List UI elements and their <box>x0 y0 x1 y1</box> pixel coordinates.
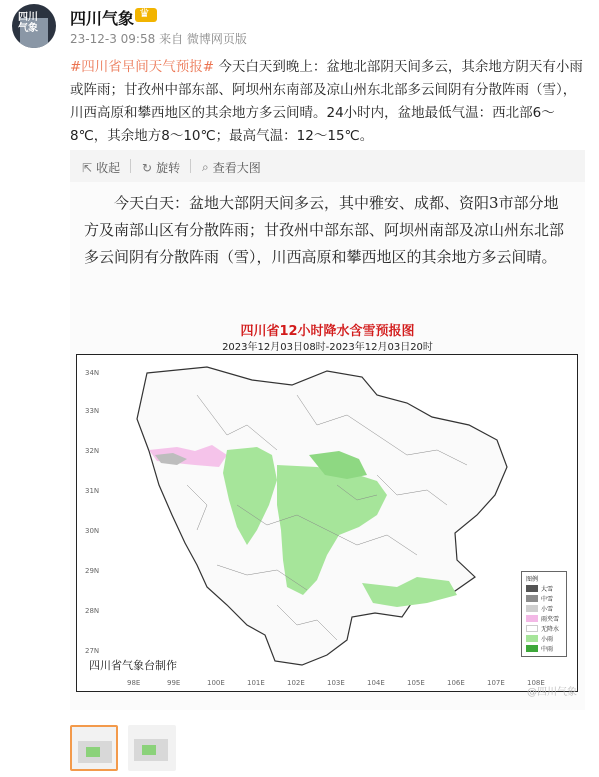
rotate-button[interactable] <box>142 159 180 176</box>
view-full-image-button[interactable] <box>202 159 261 176</box>
legend-title: 图例 <box>526 576 539 583</box>
thumbnail-rain <box>86 747 100 757</box>
collapse-label: 收起 <box>96 161 121 175</box>
longitude-label: 105E <box>407 679 425 687</box>
legend-label: 小雪 <box>541 606 554 613</box>
legend-item <box>526 594 553 603</box>
legend-swatch <box>526 585 538 592</box>
post-body-text: 今天白天到晚上：盆地北部阴天间多云，其余地方阴天有小雨或阵雨；甘孜州中部东部、阿坝州东南部及凉山州东北部多云间阴有分散阵雨（雪），川西高原和攀西地区的其余地方多云间晴。24小时内，盆地最低气温：西北部6～8℃，其余地方8～10℃；最高气温：12～15℃。 <box>70 59 583 144</box>
legend-item <box>526 644 553 653</box>
map-subtitle: 2023年12月03日08时-2023年12月03日20时 <box>222 342 433 353</box>
image-toolbar <box>70 150 585 182</box>
post-meta <box>70 30 247 47</box>
legend-swatch <box>526 615 538 622</box>
longitude-label: 108E <box>527 679 545 687</box>
latitude-label: 30N <box>85 527 100 535</box>
thumbnail[interactable] <box>128 725 176 771</box>
longitude-label: 103E <box>327 679 345 687</box>
latitude-label: 34N <box>85 369 100 377</box>
legend-label: 中雨 <box>541 646 554 653</box>
legend-label: 大雪 <box>541 586 554 593</box>
magnify-icon: ⌕ <box>202 160 209 174</box>
collapse-button[interactable] <box>82 159 120 176</box>
longitude-label: 106E <box>447 679 465 687</box>
legend-swatch <box>526 625 538 632</box>
post-time[interactable]: 23-12-3 09:58 <box>70 32 156 46</box>
avatar-text: 四川气象 <box>18 12 38 34</box>
legend-label: 无降水 <box>541 626 560 633</box>
longitude-label: 99E <box>167 679 181 687</box>
legend-swatch <box>526 595 538 602</box>
post-image[interactable] <box>70 182 585 710</box>
longitude-label: 107E <box>487 679 505 687</box>
legend-swatch <box>526 645 538 652</box>
legend-item <box>526 584 553 593</box>
image-paragraph: 今天白天：盆地大部阴天间多云，其中雅安、成都、资阳3市部分地方及南部山区有分散阵雨；甘孜州中部东部、阿坝州南部及凉山州东北部多云间阴有分散阵雨（雪），川西高原和攀西地区的其余地方多云间晴。 <box>84 194 565 266</box>
legend-item <box>526 624 559 633</box>
post-body <box>70 56 585 148</box>
map-legend <box>521 571 567 657</box>
latitude-label: 33N <box>85 407 100 415</box>
toolbar-divider <box>130 159 131 173</box>
map-credit: 四川省气象台制作 <box>89 659 177 672</box>
legend-item <box>526 634 553 643</box>
hashtag-link[interactable]: #四川省早间天气预报# <box>70 59 215 75</box>
legend-label: 中雪 <box>541 596 554 603</box>
thumbnail-selected[interactable] <box>70 725 118 771</box>
author-name[interactable]: 四川气象 <box>70 9 135 28</box>
longitude-label: 100E <box>207 679 225 687</box>
collapse-icon: ⇱ <box>82 160 93 175</box>
forecast-map <box>76 354 578 692</box>
legend-item <box>526 604 553 613</box>
vip-badge-icon <box>135 8 157 22</box>
weibo-watermark: @四川气象 <box>527 687 577 698</box>
rotate-icon: ↻ <box>142 160 153 175</box>
latitude-label: 28N <box>85 607 100 615</box>
latitude-label: 29N <box>85 567 100 575</box>
view-full-label: 查看大图 <box>212 161 261 175</box>
longitude-label: 98E <box>127 679 141 687</box>
map-graphic <box>77 355 577 691</box>
legend-label: 小雨 <box>541 636 554 643</box>
longitude-label: 104E <box>367 679 385 687</box>
latitude-label: 32N <box>85 447 100 455</box>
longitude-label: 102E <box>287 679 305 687</box>
legend-item <box>526 614 559 623</box>
legend-label: 雨夹雪 <box>541 616 560 623</box>
post-header <box>0 0 599 52</box>
legend-swatch <box>526 635 538 642</box>
post-source: 来自 微博网页版 <box>159 32 247 46</box>
map-title: 四川省12小时降水含雪预报图 <box>240 324 415 339</box>
rotate-label: 旋转 <box>156 161 181 175</box>
latitude-label: 27N <box>85 647 100 655</box>
thumbnail-rain <box>142 745 156 755</box>
avatar[interactable] <box>12 4 56 48</box>
latitude-label: 31N <box>85 487 100 495</box>
toolbar-divider <box>190 159 191 173</box>
legend-swatch <box>526 605 538 612</box>
longitude-label: 101E <box>247 679 265 687</box>
